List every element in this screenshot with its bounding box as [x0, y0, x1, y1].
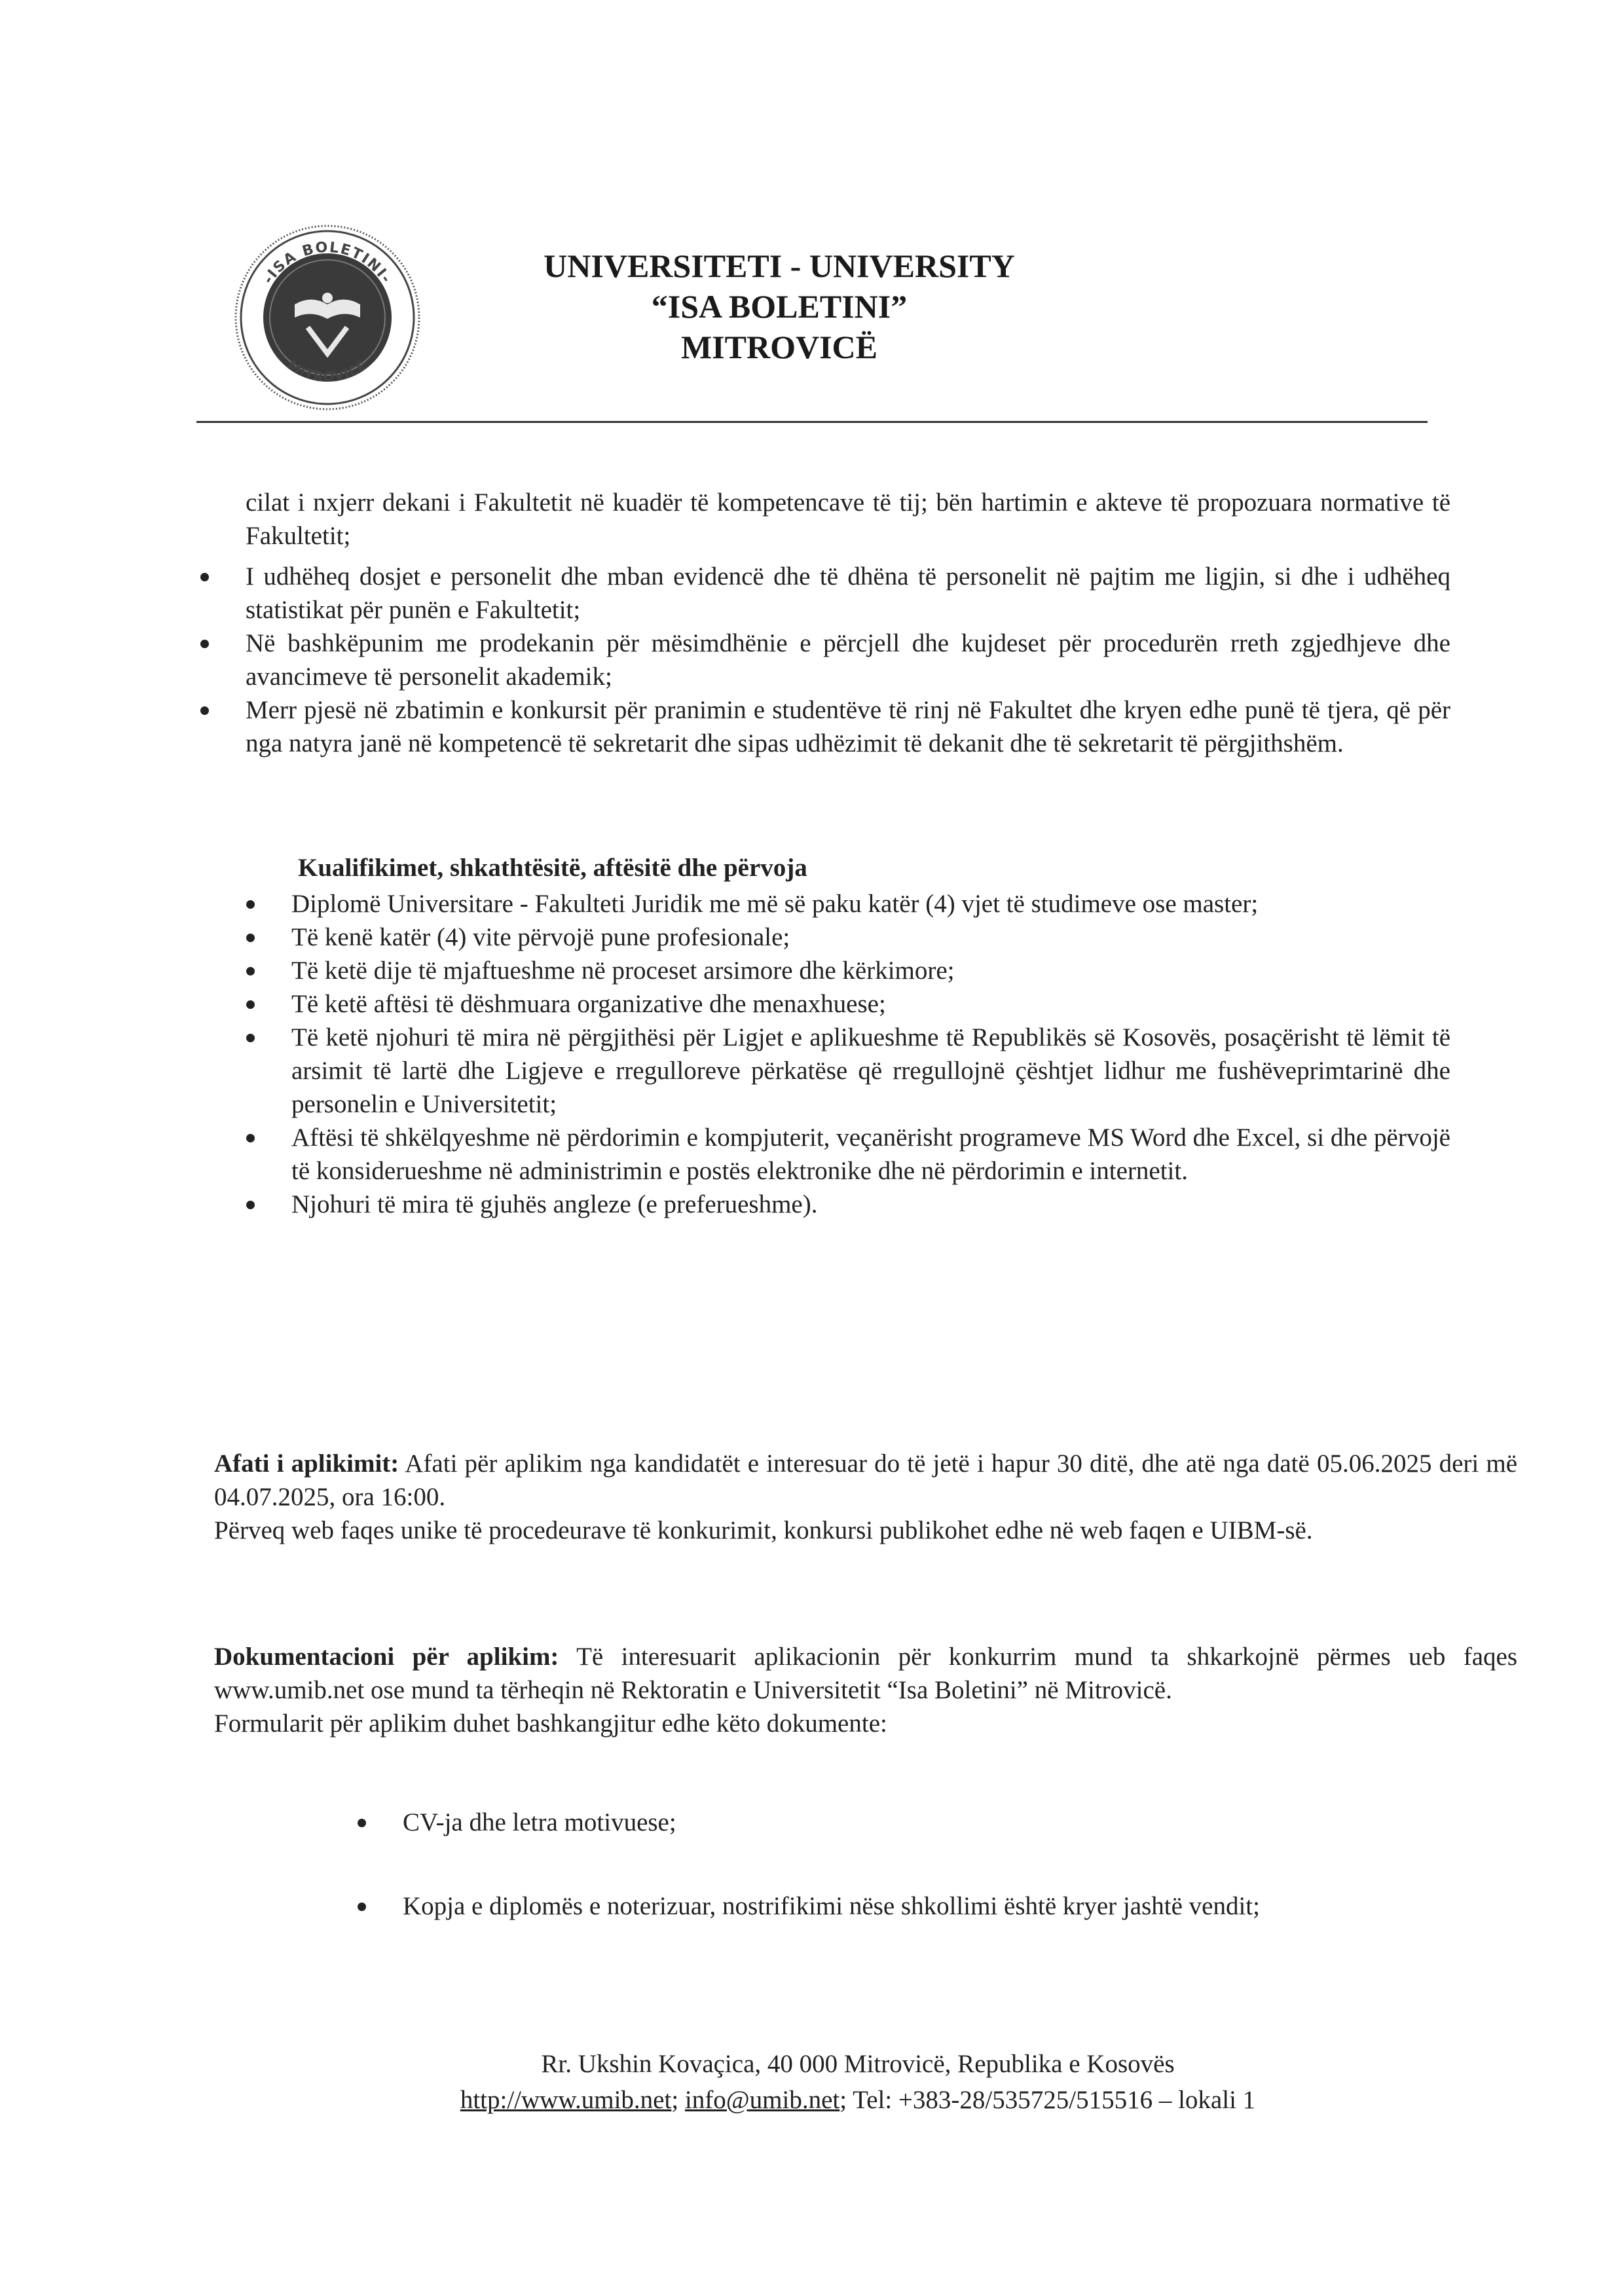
- footer-contacts: http://www.umib.net; info@umib.net; Tel: +383-28/535725/515516 – lokali 1: [460, 2086, 1256, 2114]
- bullet-icon: [246, 934, 255, 942]
- list-item: Aftësi të shkëlqyeshme në përdorimin e kompjuterit, veçanërisht programeve MS Word dhe Excel, si dhe përvojë të konsiderueshme në administrimin e postës elektronike dhe në përdorimin e internetit.: [291, 1121, 1450, 1188]
- deadline-section: [214, 1447, 1517, 1547]
- list-item: Kopja e diplomës e noterizuar, nostrifikimi nëse shkollimi është kryer jashtë vendit;: [403, 1889, 1516, 1923]
- list-item: Në bashkëpunim me prodekanin për mësimdhënie e përcjell dhe kujdeset për procedurën rreth zgjedhjeve dhe avancimeve të personelit akademik;: [246, 627, 1450, 693]
- bullet-icon: [246, 1000, 255, 1009]
- intro-paragraph: [246, 486, 1450, 553]
- list-item: Të ketë dije të mjaftueshme në proceset arsimore dhe kërkimore;: [291, 954, 1450, 987]
- duties-list: [246, 560, 1450, 760]
- qualifications-list: [291, 887, 1450, 1221]
- intro-text: cilat i nxjerr dekani i Fakultetit në kuadër të kompetencave të tij; bën hartimin e akteve të propozuara normative të Fakultetit;: [246, 488, 1450, 550]
- footer-address: Rr. Ukshin Kovaçica, 40 000 Mitrovicë, Republika e Kosovës: [541, 2050, 1175, 2078]
- svg-text:☆ MITROVICË ☆: ☆ MITROVICË ☆: [272, 346, 383, 385]
- bullet-icon: [246, 967, 255, 975]
- deadline-text: Afati për aplikim nga kandidatët e interesuar do të jetë i hapur 30 ditë, dhe atë nga datë 05.06.2025 deri më 04.07.2025, ora 16:00.: [214, 1449, 1517, 1511]
- title-line-2: “ISA BOLETINI”: [651, 288, 908, 325]
- list-item: Të kenë katër (4) vite përvojë pune profesionale;: [291, 920, 1450, 954]
- university-title: [458, 246, 1100, 367]
- title-line-3: MITROVICË: [680, 329, 878, 365]
- website-link[interactable]: http://www.umib.net: [460, 2086, 672, 2114]
- list-item: I udhëheq dosjet e personelit dhe mban evidencë dhe të dhëna të personelit në pajtim me ligjin, si dhe i udhëheq statistikat për punën e Fakultetit;: [246, 560, 1450, 627]
- bullet-icon: [358, 1903, 366, 1911]
- documentation-section: [214, 1640, 1517, 1740]
- bullet-icon: [246, 1134, 255, 1142]
- bullet-icon: [200, 573, 209, 581]
- footer-phone: ; Tel: +383-28/535725/515516 – lokali 1: [840, 2086, 1256, 2114]
- deadline-paragraph: [214, 1447, 1517, 1514]
- list-item: Të ketë aftësi të dëshmuara organizative dhe menaxhuese;: [291, 987, 1450, 1021]
- list-item: Diplomë Universitare - Fakulteti Juridik me më së paku katër (4) vjet të studimeve ose master;: [291, 887, 1450, 920]
- documentation-paragraph: [214, 1640, 1517, 1707]
- header-divider: [196, 421, 1428, 423]
- list-item: Merr pjesë në zbatimin e konkursit për pranimin e studentëve të rinj në Fakultet dhe kryen edhe punë të tjera, që për nga natyra janë në kompetencë të sekretarit dhe sipas udhëzimit të dekanit dhe të sekretarit të përgjithshëm.: [246, 693, 1450, 760]
- documentation-label: Dokumentacioni për aplikim:: [214, 1643, 559, 1671]
- publication-note: Përveq web faqes unike të procedeurave të konkurimit, konkursi publikohet edhe në web faqen e UIBM-së.: [214, 1516, 1313, 1544]
- bullet-icon: [246, 1034, 255, 1042]
- bullet-icon: [246, 900, 255, 909]
- bullet-icon: [200, 640, 209, 648]
- qualifications-heading: Kualifikimet, shkathtësitë, aftësitë dhe përvoja: [298, 854, 807, 882]
- page-footer: [216, 2046, 1500, 2118]
- list-item: CV-ja dhe letra motivuese;: [403, 1806, 1516, 1839]
- list-item: Të ketë njohuri të mira në përgjithësi për Ligjet e aplikueshme të Republikës së Kosovës, posaçërisht të lëmit të arsimit të lartë dhe Ligjeve e rregulloreve përkatëse që rregullojnë çështjet lidhur me fushëveprimtarinë dhe personelin e Universitetit;: [291, 1021, 1450, 1121]
- list-item: Njohuri të mira të gjuhës angleze (e preferueshme).: [291, 1188, 1450, 1221]
- bullet-icon: [358, 1819, 366, 1827]
- university-seal-logo: [232, 219, 422, 416]
- attach-intro: Formularit për aplikim duhet bashkangjitur edhe këto dokumente:: [214, 1709, 887, 1738]
- bullet-icon: [246, 1201, 255, 1209]
- required-documents-list: [403, 1806, 1516, 1973]
- email-link[interactable]: info@umib.net: [684, 2086, 840, 2114]
- documentation-text: Të interesuarit aplikacionin për konkurrim mund ta shkarkojnë përmes ueb faqes www.umib.net ose mund ta tërheqin në Rektoratin e Universitetit “Isa Boletini” në Mitrovicë.: [214, 1643, 1517, 1704]
- bullet-icon: [200, 706, 209, 715]
- title-line-1: UNIVERSITETI - UNIVERSITY: [544, 247, 1015, 284]
- svg-text:-ISA BOLETINI-: -ISA BOLETINI-: [260, 239, 395, 287]
- deadline-label: Afati i aplikimit:: [214, 1449, 399, 1478]
